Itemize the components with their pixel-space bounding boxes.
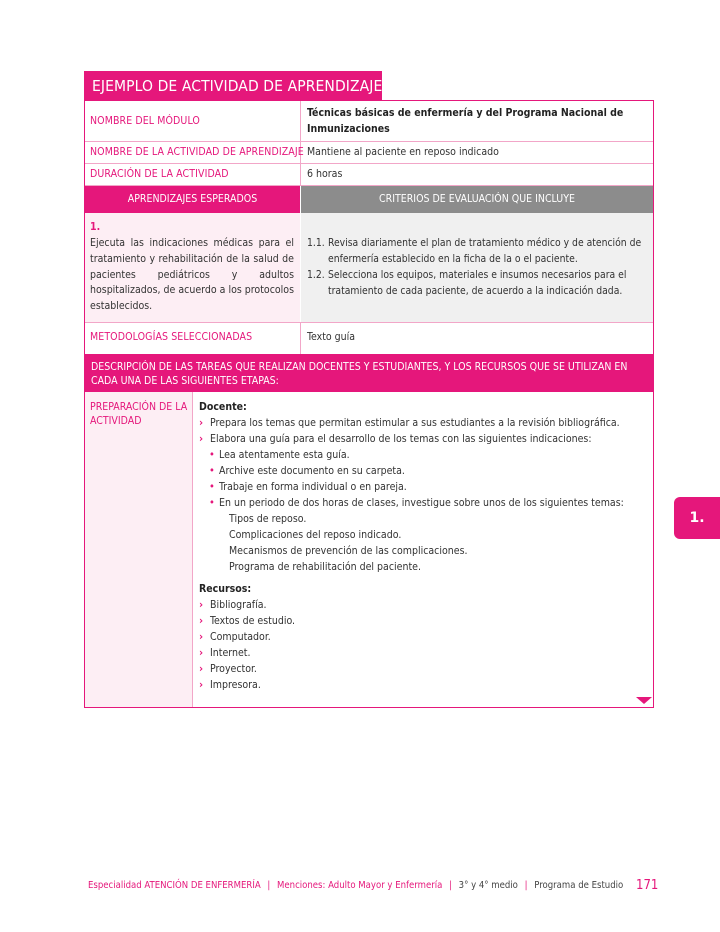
docente-item: Elabora una guía para el desarrollo de los temas con las siguientes indicaciones: (210, 433, 592, 445)
criterio-text: Selecciona los equipos, materiales e insumos necesarios para el tratamiento de cada paciente, de acuerdo a la indicación dada. (328, 269, 627, 297)
criterio-item (307, 268, 647, 300)
preparacion-cell (85, 392, 192, 707)
metodologias-value: Texto guía (307, 331, 356, 343)
footer-separator: | (267, 880, 271, 891)
recurso-item: Impresora. (210, 679, 261, 691)
aprendizajes-header: APRENDIZAJES ESPERADOS (85, 186, 300, 213)
tema-item: Mecanismos de prevención de las complicaciones. (229, 545, 468, 557)
docente-item: Prepara los temas que permitan estimular a sus estudiantes a la revisión bibliográfica. (210, 417, 620, 429)
bullet-icon: • (209, 464, 215, 477)
footer-especialidad-value: ATENCIÓN DE ENFERMERÍA (144, 880, 261, 891)
criterio-number: 1.1. (307, 237, 325, 249)
chevron-right-icon: › (199, 416, 204, 429)
column-divider (300, 322, 301, 354)
recurso-item: Internet. (210, 647, 251, 659)
chevron-right-icon: › (199, 630, 204, 643)
docente-heading: Docente: (199, 401, 247, 413)
chevron-right-icon: › (199, 662, 204, 675)
criterio-text: Revisa diariamente el plan de tratamiento médico y de atención de enfermería establecido en la ficha de la o el paciente. (328, 237, 642, 265)
criterios-header: CRITERIOS DE EVALUACIÓN QUE INCLUYE (301, 186, 653, 213)
recurso-item: Computador. (210, 631, 271, 643)
tema-item: Programa de rehabilitación del paciente. (229, 561, 421, 573)
footer-especialidad-label: Especialidad (88, 880, 142, 891)
chevron-right-icon: › (199, 646, 204, 659)
footer-curso: 3° y 4° medio (458, 880, 518, 891)
row-divider (85, 322, 653, 323)
modulo-value-line2: Inmunizaciones (307, 123, 390, 135)
bullet-icon: • (209, 480, 215, 493)
page-number: 171 (636, 878, 659, 893)
guia-item: Trabaje en forma individual o en pareja. (219, 481, 407, 493)
guia-item: Archive este documento en su carpeta. (219, 465, 405, 477)
tema-item: Complicaciones del reposo indicado. (229, 529, 402, 541)
guia-item: En un periodo de dos horas de clases, investigue sobre unos de los siguientes temas: (219, 497, 624, 509)
footer-programa: Programa de Estudio (534, 880, 624, 891)
footer-separator: | (449, 880, 452, 891)
column-divider (192, 392, 193, 707)
actividad-label: NOMBRE DE LA ACTIVIDAD DE APRENDIZAJE (90, 146, 304, 158)
preparacion-label: PREPARACIÓN DE LA ACTIVIDAD (90, 401, 188, 427)
aprendizaje-number: 1. (90, 221, 101, 233)
column-divider (300, 101, 301, 186)
activity-title: EJEMPLO DE ACTIVIDAD DE APRENDIZAJE (84, 71, 382, 101)
continue-arrow-icon (636, 697, 652, 704)
criterio-item (307, 236, 647, 268)
chevron-right-icon: › (199, 678, 204, 691)
guia-item: Lea atentamente esta guía. (219, 449, 350, 461)
duracion-value: 6 horas (307, 168, 343, 180)
duracion-label: DURACIÓN DE LA ACTIVIDAD (90, 168, 229, 180)
recurso-item: Proyector. (210, 663, 257, 675)
recursos-heading: Recursos: (199, 583, 252, 595)
chevron-right-icon: › (199, 432, 204, 445)
row-divider (85, 163, 653, 164)
tema-item: Tipos de reposo. (229, 513, 307, 525)
bullet-icon: • (209, 496, 215, 509)
chevron-right-icon: › (199, 614, 204, 627)
bullet-icon: • (209, 448, 215, 461)
modulo-label: NOMBRE DEL MÓDULO (90, 115, 200, 127)
aprendizaje-text: Ejecuta las indicaciones médicas para el tratamiento y rehabilitación de la salud de pacientes pediátricos y adultos hospitalizados, de acuerdo a los protocolos establecidos. (90, 237, 294, 313)
footer-menciones-value: Adulto Mayor y Enfermería (328, 880, 443, 891)
descripcion-band: DESCRIPCIÓN DE LAS TAREAS QUE REALIZAN DOCENTES Y ESTUDIANTES, Y LOS RECURSOS QUE SE UTILIZAN EN CADA UNA DE LAS SIGUIENTES ETAPAS: (85, 354, 653, 392)
recurso-item: Bibliografía. (210, 599, 267, 611)
chevron-right-icon: › (199, 598, 204, 611)
actividad-value: Mantiene al paciente en reposo indicado (307, 146, 499, 158)
row-divider (85, 141, 653, 142)
footer (88, 880, 623, 891)
chapter-tab: 1. (674, 497, 720, 539)
metodologias-label: METODOLOGÍAS SELECCIONADAS (90, 331, 253, 343)
footer-separator: | (524, 880, 528, 891)
recurso-item: Textos de estudio. (210, 615, 296, 627)
footer-menciones-label: Menciones: (277, 880, 326, 891)
criterio-number: 1.2. (307, 269, 325, 281)
modulo-value-line1: Técnicas básicas de enfermería y del Programa Nacional de (307, 107, 624, 119)
